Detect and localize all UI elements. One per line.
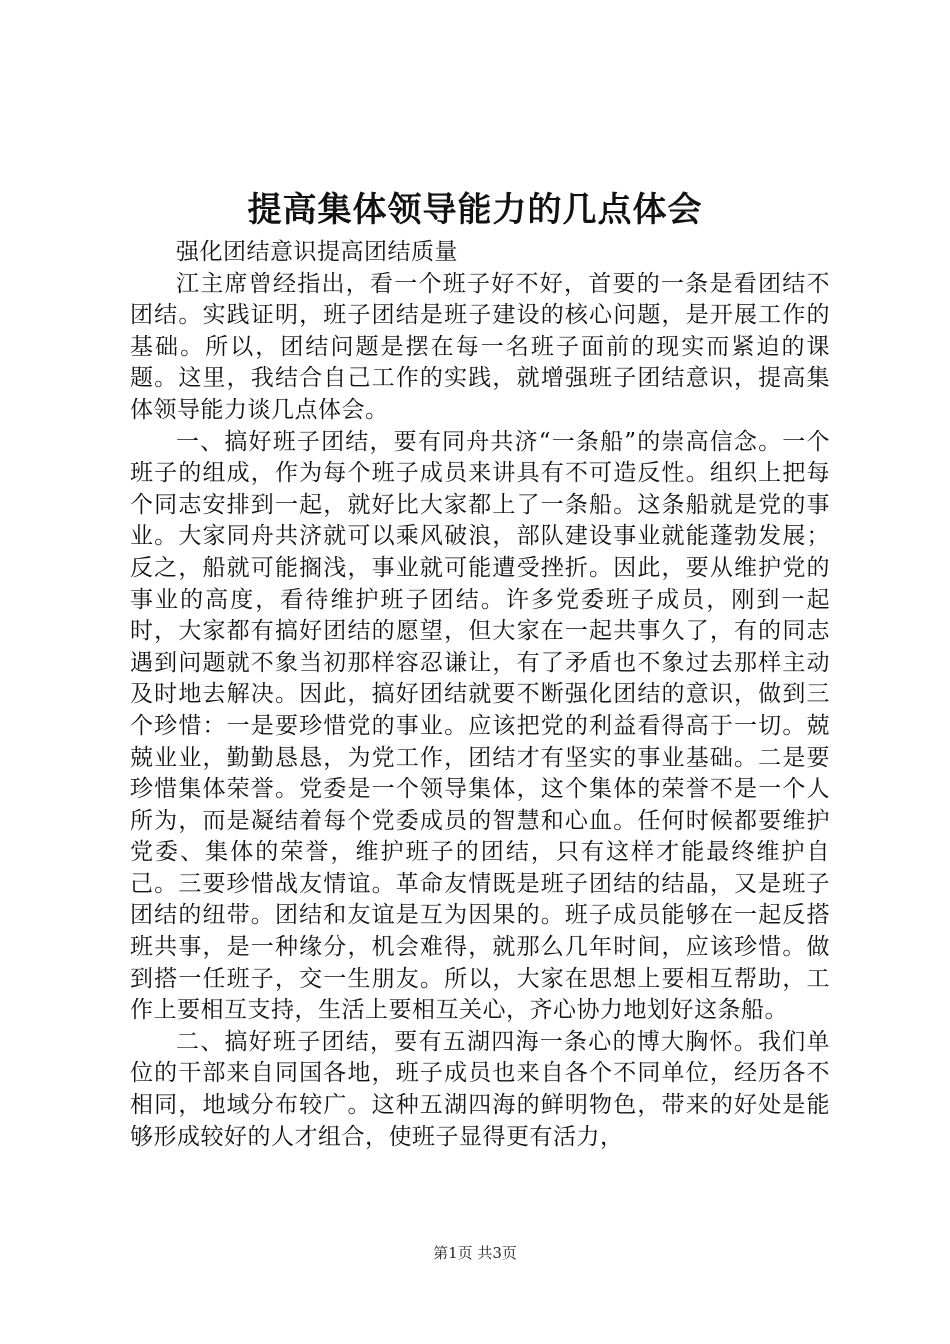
intro-paragraph: 江主席曾经指出，看一个班子好不好，首要的一条是看团结不团结。实践证明，班子团结是班子建设的核心问题，是开展工作的基础。所以，团结问题是摆在每一名班子面前的现实而紧迫的课题。这里，我结合自己工作的实践，就增强班子团结意识，提高集体领导能力谈几点体会。 bbox=[130, 270, 830, 423]
document-body bbox=[130, 237, 830, 1153]
page-footer: 第1页 共3页 bbox=[433, 1244, 517, 1262]
point-two-paragraph: 二、搞好班子团结，要有五湖四海一条心的博大胸怀。我们单位的干部来自同国各地，班子成员也来自各个不同单位，经历各不相同，地域分布较广。这种五湖四海的鲜明物色，带来的好处是能够形成较好的人才组合，使班子显得更有活力， bbox=[130, 1028, 830, 1150]
point-one-paragraph: 一、搞好班子团结，要有同舟共济“一条船”的崇高信念。一个班子的组成，作为每个班子成员来讲具有不可造反性。组织上把每个同志安排到一起，就好比大家都上了一条船。这条船就是党的事业。大家同舟共济就可以乘风破浪，部队建设事业就能蓬勃发展；反之，船就可能搁浅，事业就可能遭受挫折。因此，要从维护党的事业的高度，看待维护班子团结。许多党委班子成员，刚到一起时，大家都有搞好团结的愿望，但大家在一起共事久了，有的同志遇到问题就不象当初那样容忍谦让，有了矛盾也不象过去那样主动及时地去解决。因此，搞好团结就要不断强化团结的意识，做到三个珍惜：一是要珍惜党的事业。应该把党的利益看得高于一切。兢兢业业，勤勤恳恳，为党工作，团结才有坚实的事业基础。二是要珍惜集体荣誉。党委是一个领导集体，这个集体的荣誉不是一个人所为，而是凝结着每个党委成员的智慧和心血。任何时候都要维护党委、集体的荣誉，维护班子的团结，只有这样才能最终维护自己。三要珍惜战友情谊。革命友情既是班子团结的结晶，又是班子团结的纽带。团结和友谊是互为因果的。班子成员能够在一起反搭班共事，是一种缘分，机会难得，就那么几年时间，应该珍惜。做到搭一任班子，交一生朋友。所以，大家在思想上要相互帮助，工作上要相互支持，生活上要相互关心，齐心协力地划好这条船。 bbox=[130, 428, 830, 1024]
document-title: 提高集体领导能力的几点体会 bbox=[247, 190, 703, 230]
section-subtitle: 强化团结意识提高团结质量 bbox=[176, 239, 458, 265]
